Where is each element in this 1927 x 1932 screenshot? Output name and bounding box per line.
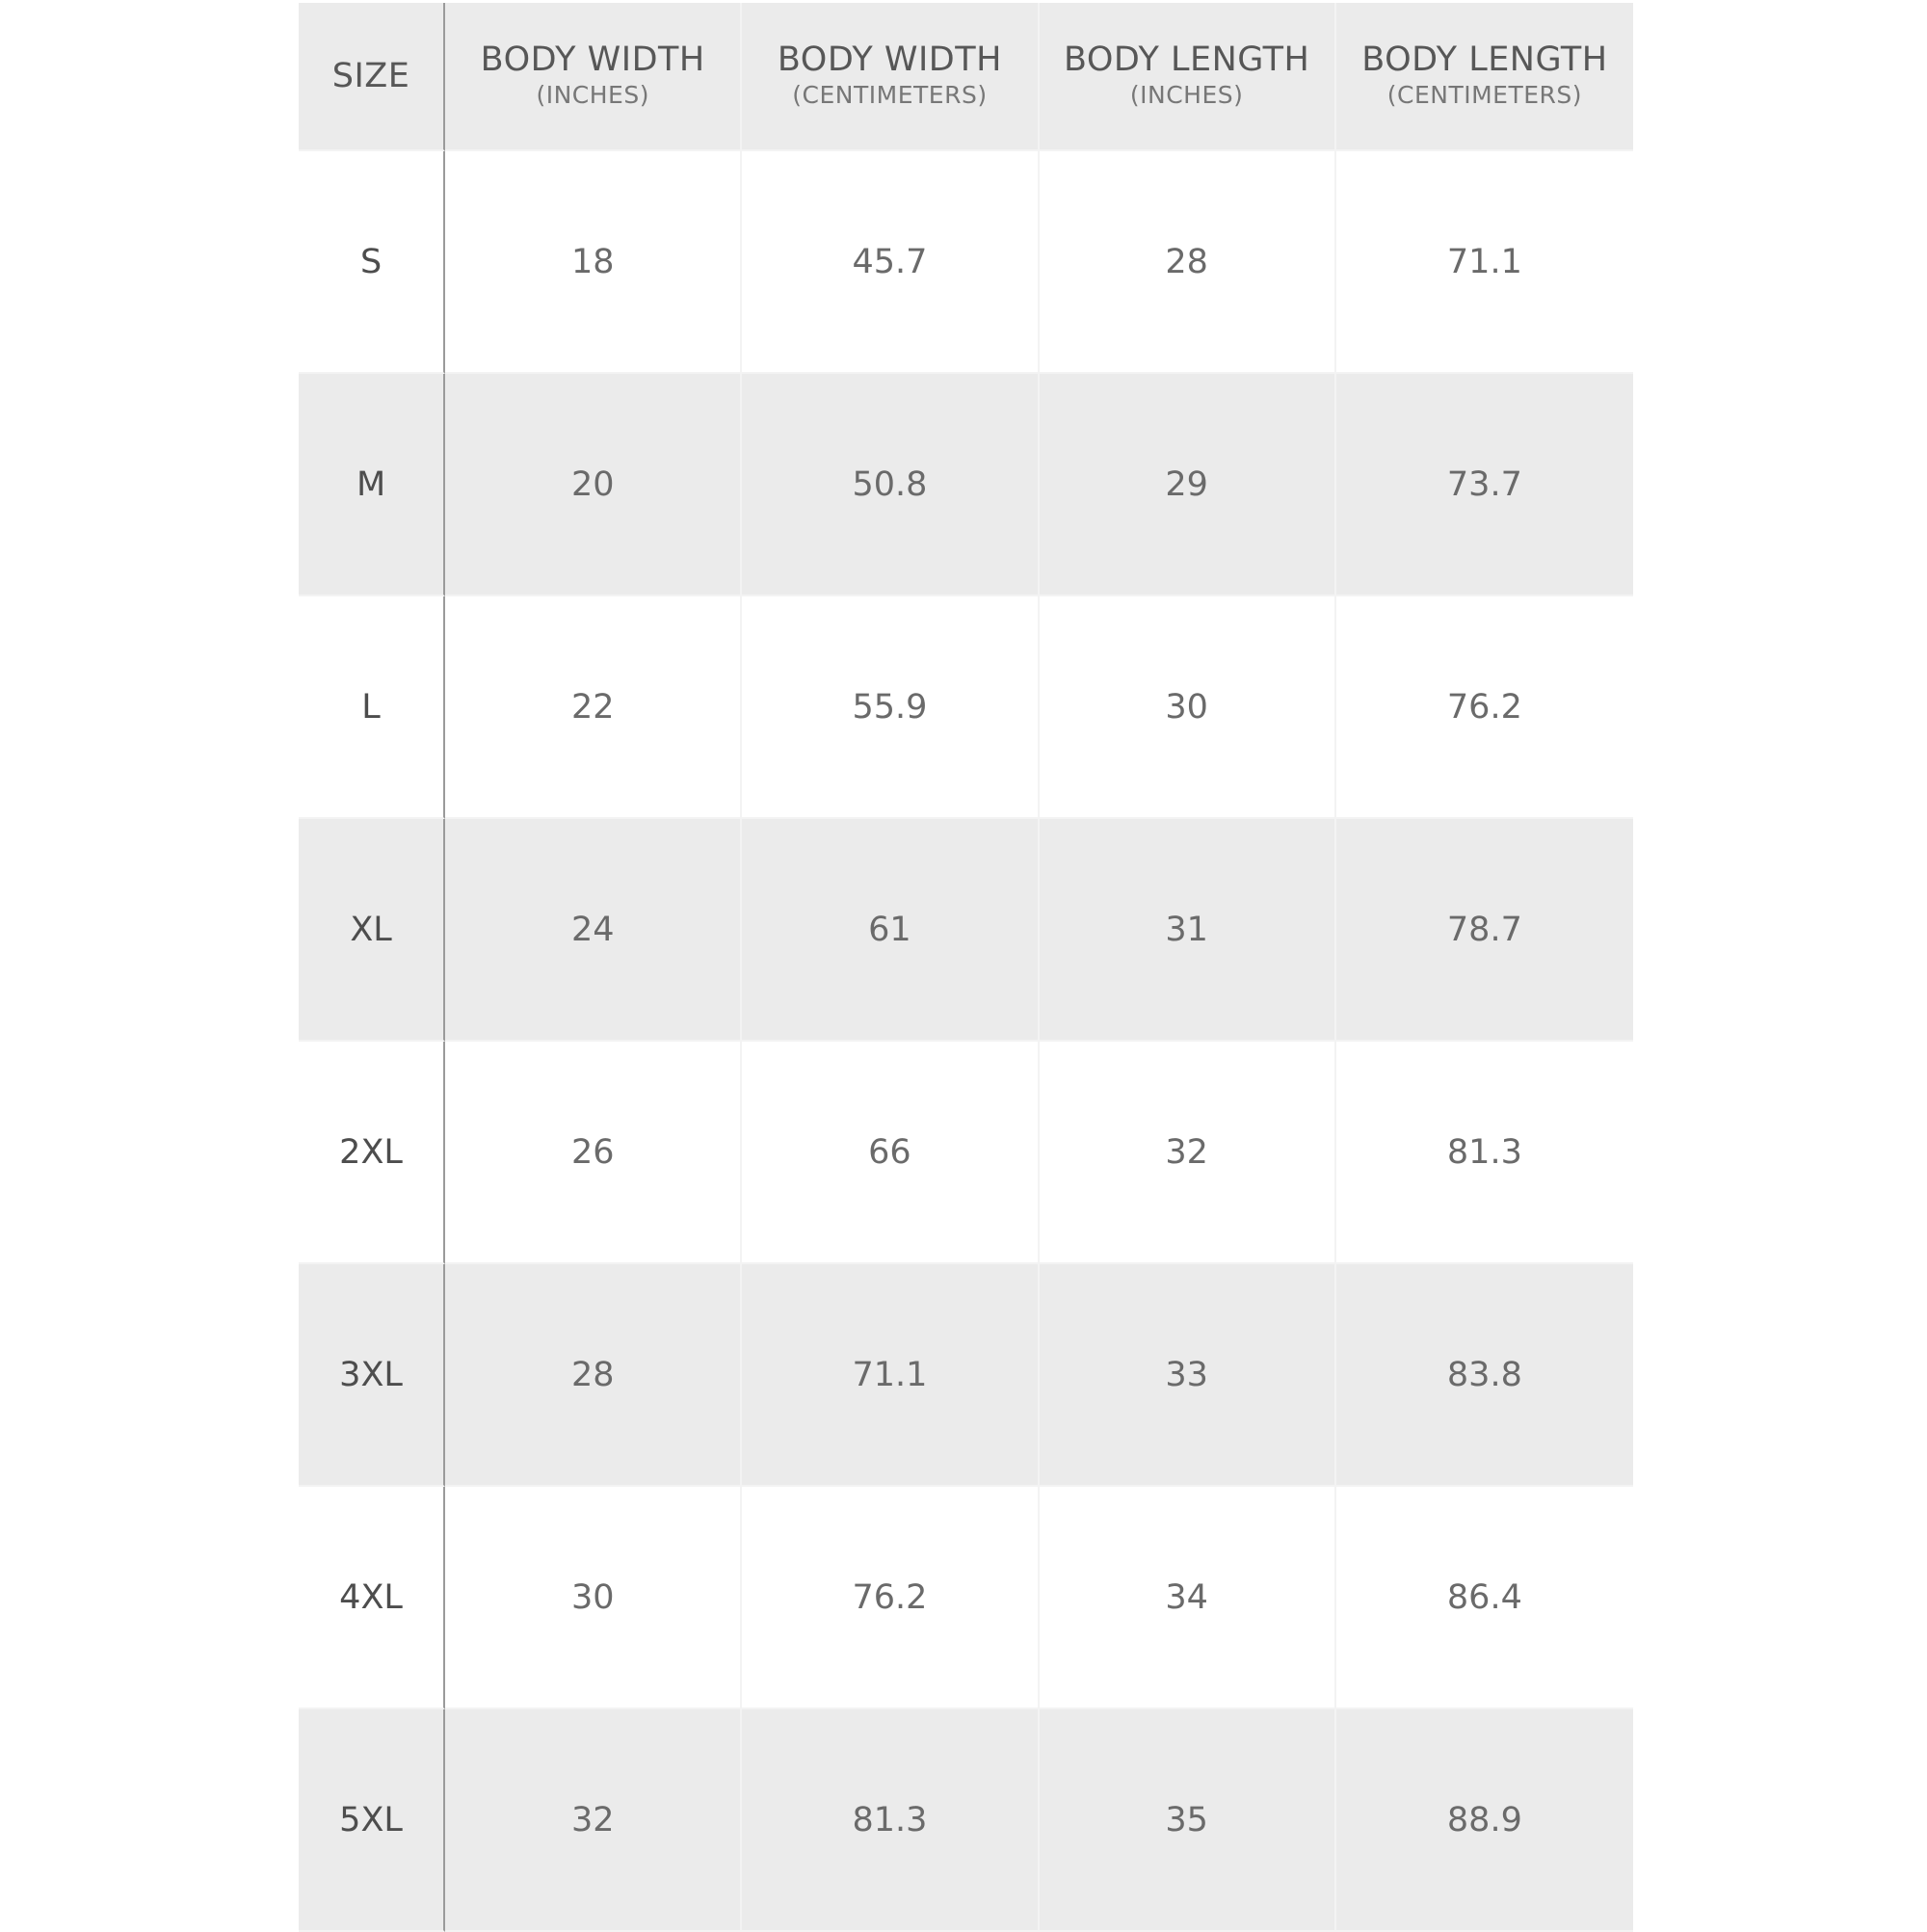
table-header bbox=[299, 3, 1633, 151]
size-cell: 3XL bbox=[299, 1264, 445, 1487]
body-length-centimeters-cell: 81.3 bbox=[1336, 1042, 1633, 1264]
header-body-length-inches-label: BODY LENGTH bbox=[1063, 40, 1310, 79]
body-width-inches-cell: 22 bbox=[445, 596, 742, 819]
body-width-centimeters-cell: 66 bbox=[742, 1042, 1039, 1264]
table-body bbox=[299, 151, 1633, 1932]
header-body-width-centimeters-unit: (CENTIMETERS) bbox=[792, 81, 988, 109]
size-chart-table bbox=[299, 3, 1633, 1932]
body-width-inches-cell: 32 bbox=[445, 1709, 742, 1932]
size-cell: L bbox=[299, 596, 445, 819]
table-row bbox=[299, 1709, 1633, 1932]
body-width-inches-cell: 24 bbox=[445, 819, 742, 1042]
table-row bbox=[299, 596, 1633, 819]
table-row bbox=[299, 819, 1633, 1042]
body-width-inches-cell: 20 bbox=[445, 374, 742, 596]
body-length-centimeters-cell: 88.9 bbox=[1336, 1709, 1633, 1932]
header-body-width-inches-label: BODY WIDTH bbox=[480, 40, 705, 79]
body-length-inches-cell: 28 bbox=[1040, 151, 1336, 374]
body-length-inches-cell: 33 bbox=[1040, 1264, 1336, 1487]
body-width-centimeters-cell: 55.9 bbox=[742, 596, 1039, 819]
body-length-centimeters-cell: 78.7 bbox=[1336, 819, 1633, 1042]
body-width-inches-cell: 30 bbox=[445, 1487, 742, 1709]
body-width-inches-cell: 28 bbox=[445, 1264, 742, 1487]
body-width-centimeters-cell: 45.7 bbox=[742, 151, 1039, 374]
body-length-centimeters-cell: 71.1 bbox=[1336, 151, 1633, 374]
table-row bbox=[299, 1487, 1633, 1709]
header-size-label: SIZE bbox=[331, 57, 410, 95]
header-body-length-centimeters-label: BODY LENGTH bbox=[1361, 40, 1608, 79]
body-width-centimeters-cell: 76.2 bbox=[742, 1487, 1039, 1709]
header-body-width-centimeters bbox=[742, 3, 1039, 151]
body-length-inches-cell: 30 bbox=[1040, 596, 1336, 819]
header-body-width-centimeters-label: BODY WIDTH bbox=[777, 40, 1002, 79]
size-cell: M bbox=[299, 374, 445, 596]
body-length-centimeters-cell: 83.8 bbox=[1336, 1264, 1633, 1487]
size-cell: S bbox=[299, 151, 445, 374]
body-width-centimeters-cell: 71.1 bbox=[742, 1264, 1039, 1487]
header-row bbox=[299, 3, 1633, 151]
table-row bbox=[299, 151, 1633, 374]
body-width-centimeters-cell: 81.3 bbox=[742, 1709, 1039, 1932]
header-body-width-inches bbox=[445, 3, 742, 151]
body-length-centimeters-cell: 86.4 bbox=[1336, 1487, 1633, 1709]
size-cell: 4XL bbox=[299, 1487, 445, 1709]
body-width-centimeters-cell: 50.8 bbox=[742, 374, 1039, 596]
body-length-inches-cell: 29 bbox=[1040, 374, 1336, 596]
header-body-length-centimeters-unit: (CENTIMETERS) bbox=[1386, 81, 1583, 109]
body-length-centimeters-cell: 73.7 bbox=[1336, 374, 1633, 596]
size-cell: XL bbox=[299, 819, 445, 1042]
body-length-inches-cell: 35 bbox=[1040, 1709, 1336, 1932]
body-width-inches-cell: 26 bbox=[445, 1042, 742, 1264]
table-row bbox=[299, 1264, 1633, 1487]
header-body-length-inches-unit: (INCHES) bbox=[1129, 81, 1244, 109]
body-length-inches-cell: 31 bbox=[1040, 819, 1336, 1042]
header-body-width-inches-unit: (INCHES) bbox=[536, 81, 649, 109]
size-cell: 5XL bbox=[299, 1709, 445, 1932]
header-size bbox=[299, 3, 445, 151]
body-width-inches-cell: 18 bbox=[445, 151, 742, 374]
body-length-centimeters-cell: 76.2 bbox=[1336, 596, 1633, 819]
body-width-centimeters-cell: 61 bbox=[742, 819, 1039, 1042]
header-body-length-centimeters bbox=[1336, 3, 1633, 151]
size-cell: 2XL bbox=[299, 1042, 445, 1264]
body-length-inches-cell: 32 bbox=[1040, 1042, 1336, 1264]
body-length-inches-cell: 34 bbox=[1040, 1487, 1336, 1709]
table-row bbox=[299, 374, 1633, 596]
header-body-length-inches bbox=[1040, 3, 1336, 151]
table-row bbox=[299, 1042, 1633, 1264]
